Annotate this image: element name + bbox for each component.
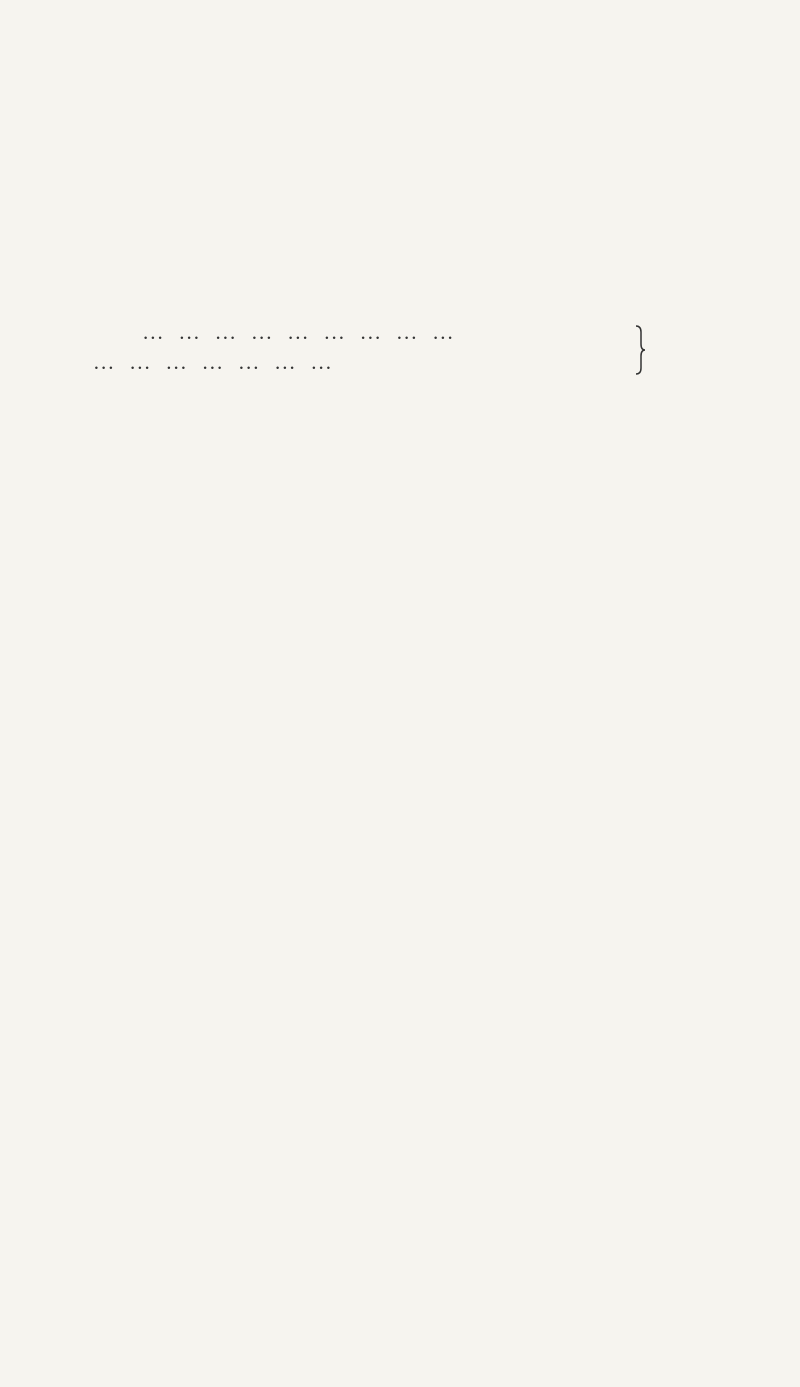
brace-icon xyxy=(634,324,646,378)
table-row: ... ... ... ... ... ... ... xyxy=(72,350,333,374)
table-row: ... ... ... ... ... ... ... ... ... xyxy=(114,320,455,344)
table-row xyxy=(72,290,744,320)
